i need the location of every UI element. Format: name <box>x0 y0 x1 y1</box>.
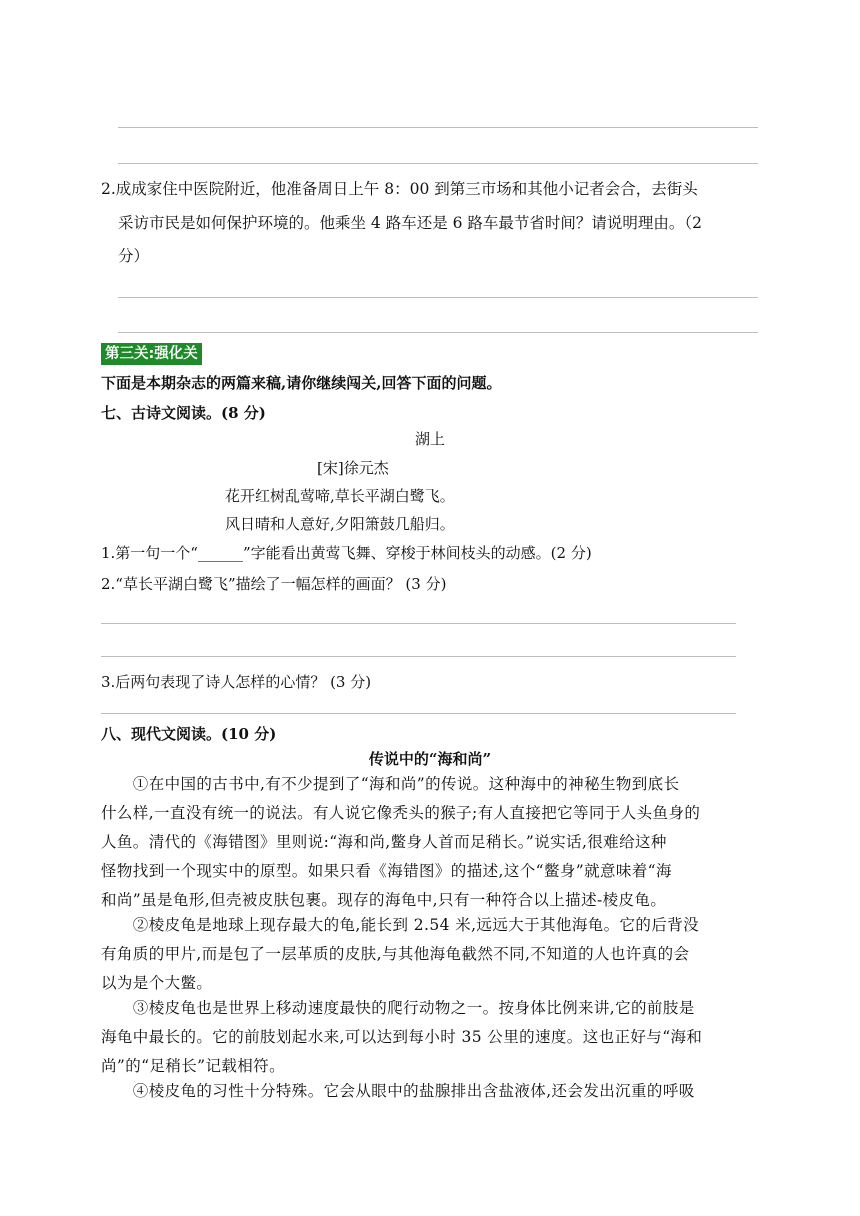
article-line: 有角质的甲片,而是包了一层革质的皮肤,与其他海龟截然不同,不知道的人也许真的会 <box>101 945 690 963</box>
article-line: ④棱皮龟的习性十分特殊。它会从眼中的盐腺排出含盐液体,还会发出沉重的呼吸 <box>101 1082 695 1100</box>
part-8-heading: 八、现代文阅读。(10 分) <box>101 725 277 743</box>
article-line: 以为是个大鳖。 <box>101 974 213 992</box>
question-7-1: 1.第一句一个“______”字能看出黄莺飞舞、穿梭于林间枝头的动感。(2 分) <box>101 544 592 562</box>
question-2-line-1: 2.成成家住中医院附近，他准备周日上午 8：00 到第三市场和其他小记者会合，去街头 <box>101 180 698 198</box>
question-2-line-3: 分） <box>118 247 150 265</box>
article-line: 尚”的“足稍长”记载相符。 <box>101 1057 285 1075</box>
answer-line <box>101 623 736 624</box>
answer-line <box>101 656 736 657</box>
article-line: ①在中国的古书中,有不少提到了“海和尚”的传说。这种海中的神秘生物到底长 <box>101 775 680 793</box>
article-line: ②棱皮龟是地球上现存最大的龟,能长到 2.54 米,远远大于其他海龟。它的后背没 <box>101 916 700 934</box>
question-7-2: 2.“草长平湖白鹭飞”描绘了一幅怎样的画面？ (3 分) <box>101 575 447 593</box>
answer-line <box>101 713 736 714</box>
question-7-3: 3.后两句表现了诗人怎样的心情？ (3 分) <box>101 673 372 691</box>
answer-line <box>118 297 758 298</box>
answer-line <box>118 332 758 333</box>
poem-line-1: 花开红树乱莺啼,草长平湖白鹭飞。 <box>225 487 455 505</box>
article-title: 传说中的“海和尚” <box>368 750 492 768</box>
article-line: 什么样,一直没有统一的说法。有人说它像秃头的猴子;有人直接把它等同于人头鱼身的 <box>101 804 701 822</box>
section-badge: 第三关:强化关 <box>101 343 202 365</box>
poem-line-2: 风日晴和人意好,夕阳箫鼓几船归。 <box>225 515 455 533</box>
article-line: 怪物找到一个现实中的原型。如果只看《海错图》的描述,这个“鳖身”就意味着“海 <box>101 862 672 880</box>
poem-title: 湖上 <box>414 430 445 448</box>
answer-line <box>118 127 758 128</box>
part-7-heading: 七、古诗文阅读。(8 分) <box>101 404 266 422</box>
poem-author: [宋]徐元杰 <box>317 459 389 477</box>
article-line: 海龟中最长的。它的前肢划起水来,可以达到每小时 35 公里的速度。这也正好与“海和 <box>101 1028 703 1046</box>
article-line: ③棱皮龟也是世界上移动速度最快的爬行动物之一。按身体比例来讲,它的前肢是 <box>101 999 695 1017</box>
section-intro: 下面是本期杂志的两篇来稿,请你继续闯关,回答下面的问题。 <box>101 374 502 392</box>
article-line: 和尚”虽是龟形,但壳被皮肤包裹。现存的海龟中,只有一种符合以上描述-棱皮龟。 <box>101 891 667 909</box>
answer-line <box>118 163 758 164</box>
question-2-line-2: 采访市民是如何保护环境的。他乘坐 4 路车还是 6 路车最节省时间？请说明理由。（2 <box>118 214 703 232</box>
article-line: 人鱼。清代的《海错图》里则说:“海和尚,鳖身人首而足稍长。”说实话,很难给这种 <box>101 833 667 851</box>
